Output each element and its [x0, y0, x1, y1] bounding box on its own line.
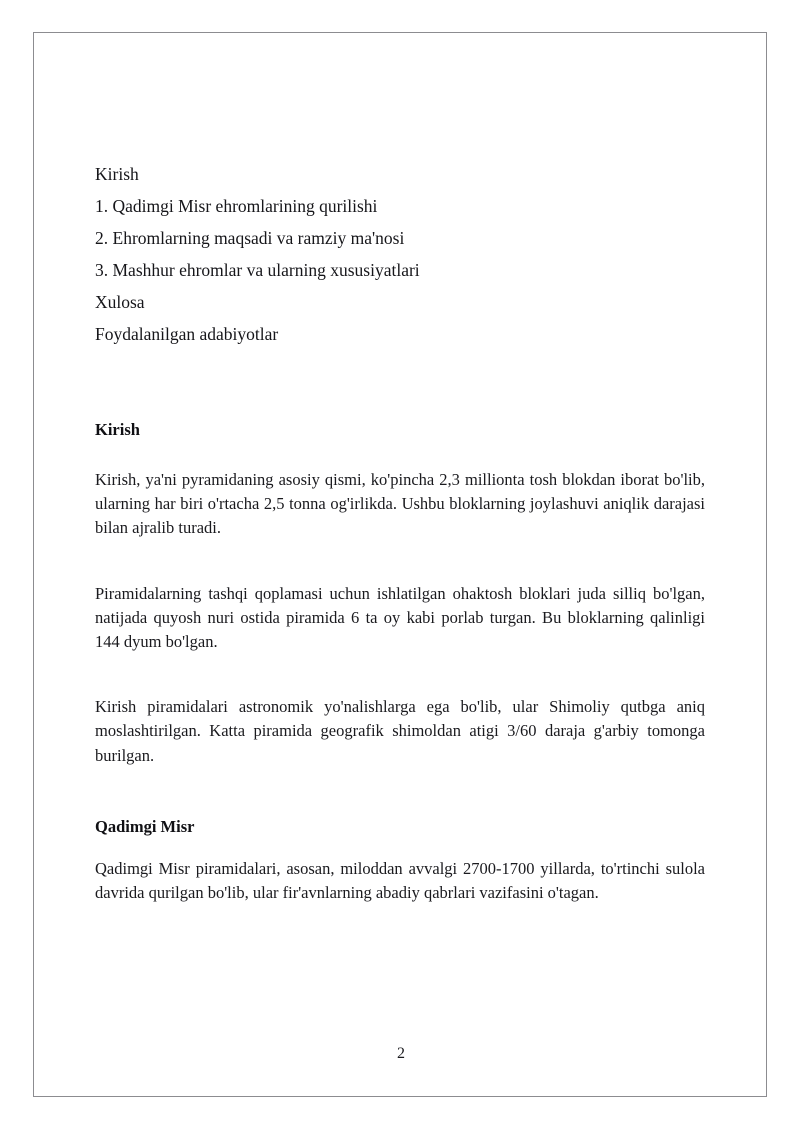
- section-heading-qadimgi-misr: Qadimgi Misr: [95, 816, 195, 836]
- paragraph-kirish-1: Kirish, ya'ni pyramidaning asosiy qismi, ko'pincha 2,3 millionta tosh blokdan iborat bo'lib, ularning har biri o'rtacha 2,5 tonna og'irlikda. Ushbu bloklarning joylashuvi aniqlik darajasi bilan ajralib turadi.: [95, 470, 705, 538]
- spacer: [95, 442, 705, 468]
- section-heading-kirish: Kirish: [95, 420, 140, 439]
- paragraph-kirish-2: Piramidalarning tashqi qoplamasi uchun ishlatilgan ohaktosh bloklari juda silliq bo'lgan, natijada quyosh nuri ostida piramida 6 ta oy kabi porlab turgan. Bu bloklarning qalinligi 144 dyum bo'lgan.: [95, 583, 705, 652]
- spacer: [95, 541, 705, 582]
- table-of-contents: [95, 158, 705, 350]
- page-number: 2: [397, 1045, 405, 1062]
- toc-entry-2: 2. Ehromlarning maqsadi va ramziy ma'nosi: [95, 228, 405, 248]
- toc-entry-kirish: Kirish: [95, 164, 139, 184]
- spacer: [95, 839, 705, 857]
- paragraph-qadimgi-misr-1: Qadimgi Misr piramidalari, asosan, miloddan avvalgi 2700-1700 yillarda, to'rtinchi sulola davrida qurilgan bo'lib, ular fir'avnlarning abadiy qabrlari vazifasini o'tagan.: [95, 858, 705, 903]
- spacer: [95, 654, 705, 695]
- document-page: [33, 32, 767, 1097]
- toc-entry-xulosa: Xulosa: [95, 292, 145, 312]
- paragraph-kirish-3: Kirish piramidalari astronomik yo'nalishlarga ega bo'lib, ular Shimoliy qutbga aniq moslashtirilgan. Katta piramida geografik shimoldan atigi 3/60 daraja g'arbiy tomonga burilgan.: [95, 697, 705, 765]
- document-body: [95, 418, 705, 905]
- page-content-area: [95, 33, 705, 1096]
- toc-entry-3: 3. Mashhur ehromlar va ularning xususiyatlari: [95, 260, 420, 280]
- toc-entry-adabiyotlar: Foydalanilgan adabiyotlar: [95, 324, 279, 344]
- spacer: [95, 768, 705, 815]
- toc-entry-1: 1. Qadimgi Misr ehromlarining qurilishi: [95, 196, 378, 216]
